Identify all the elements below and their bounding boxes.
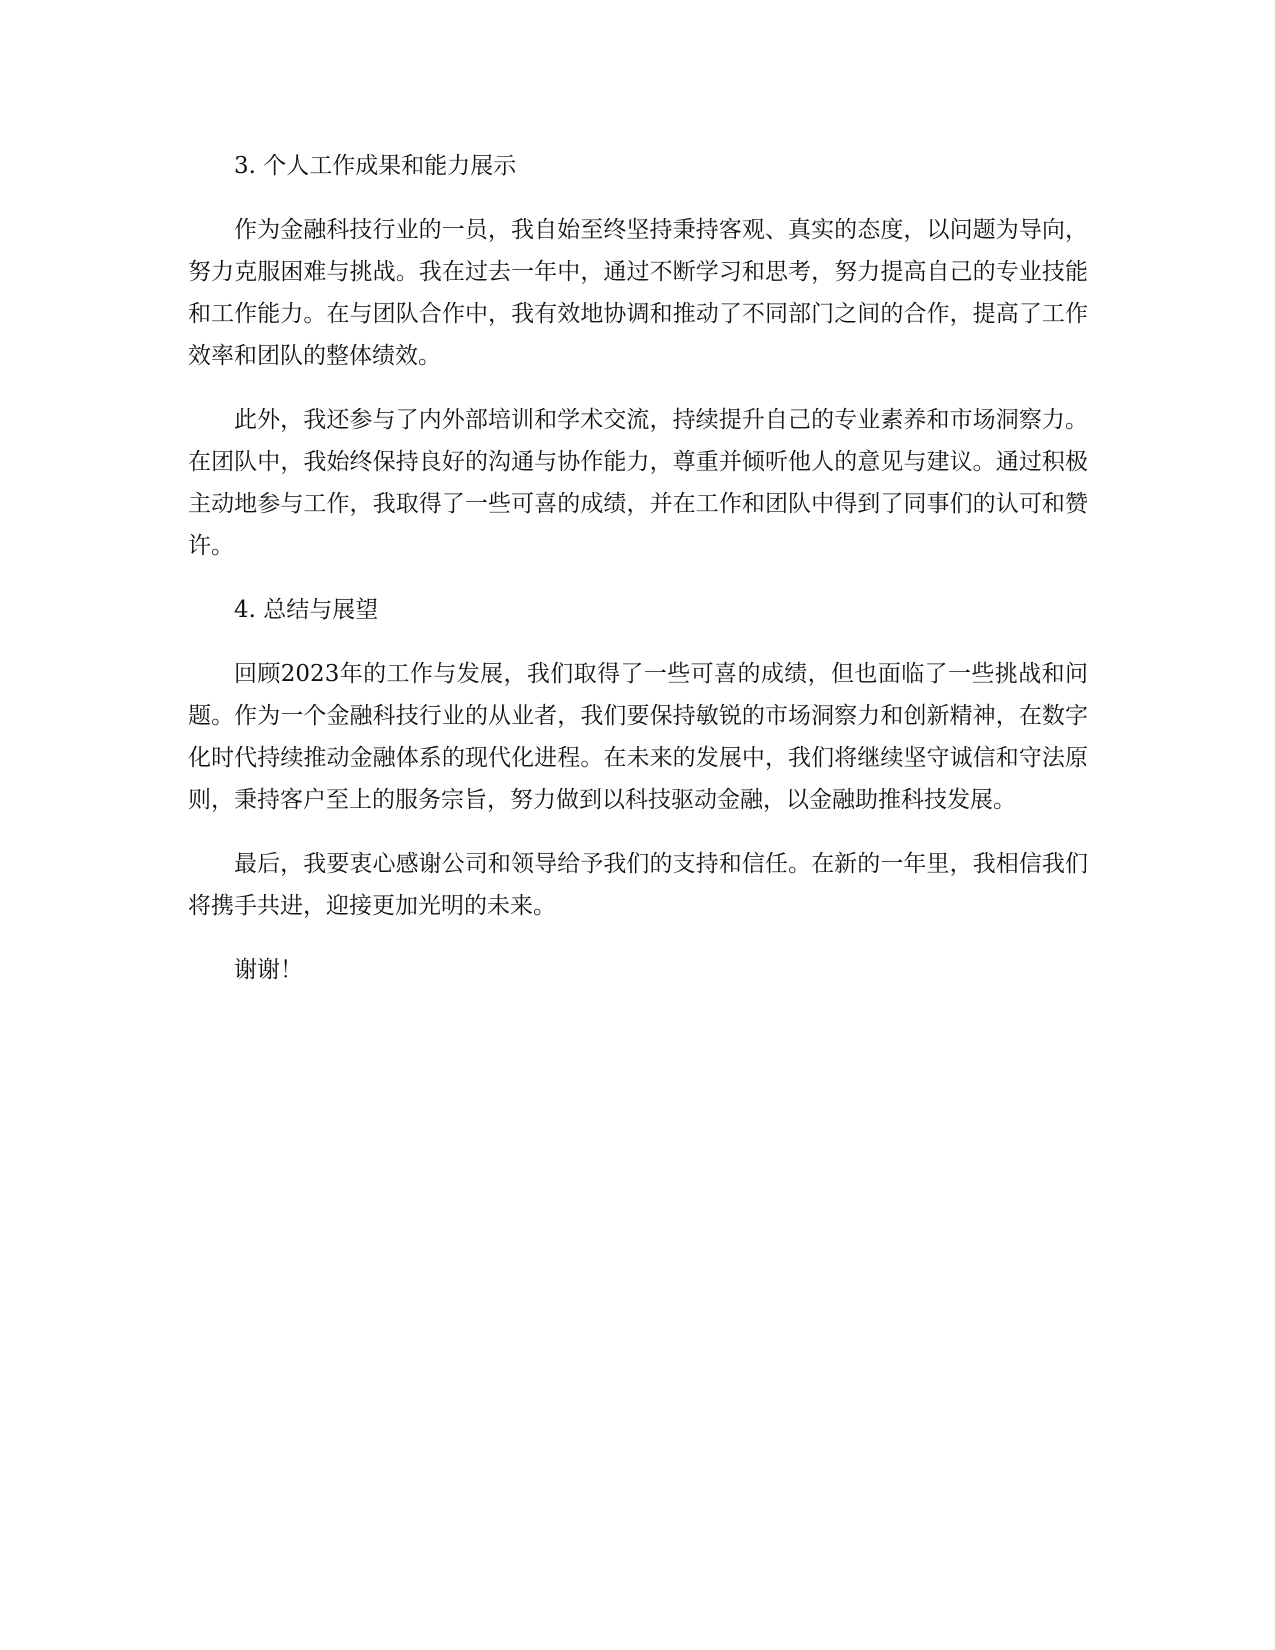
document-body [188,145,1088,1013]
paragraph: 最后，我要衷心感谢公司和领导给予我们的支持和信任。在新的一年里，我相信我们将携手共进，迎接更加光明的未来。 [188,851,1088,919]
paragraph: 作为金融科技行业的一员，我自始至终坚持秉持客观、真实的态度，以问题为导向，努力克服困难与挑战。我在过去一年中，通过不断学习和思考，努力提高自己的专业技能和工作能力。在与团队合作中，我有效地协调和推动了不同部门之间的合作，提高了工作效率和团队的整体绩效。 [188,217,1088,369]
section-heading-4: 4. 总结与展望 [234,597,379,623]
paragraph: 此外，我还参与了内外部培训和学术交流，持续提升自己的专业素养和市场洞察力。在团队中，我始终保持良好的沟通与协作能力，尊重并倾听他人的意见与建议。通过积极主动地参与工作，我取得了一些可喜的成绩，并在工作和团队中得到了同事们的认可和赞许。 [188,407,1088,559]
section-heading-3: 3. 个人工作成果和能力展示 [234,153,517,179]
paragraph: 回顾2023年的工作与发展，我们取得了一些可喜的成绩，但也面临了一些挑战和问题。作为一个金融科技行业的从业者，我们要保持敏锐的市场洞察力和创新精神，在数字化时代持续推动金融体系的现代化进程。在未来的发展中，我们将继续坚守诚信和守法原则，秉持客户至上的服务宗旨，努力做到以科技驱动金融，以金融助推科技发展。 [188,661,1088,813]
closing-thanks: 谢谢！ [234,957,303,983]
